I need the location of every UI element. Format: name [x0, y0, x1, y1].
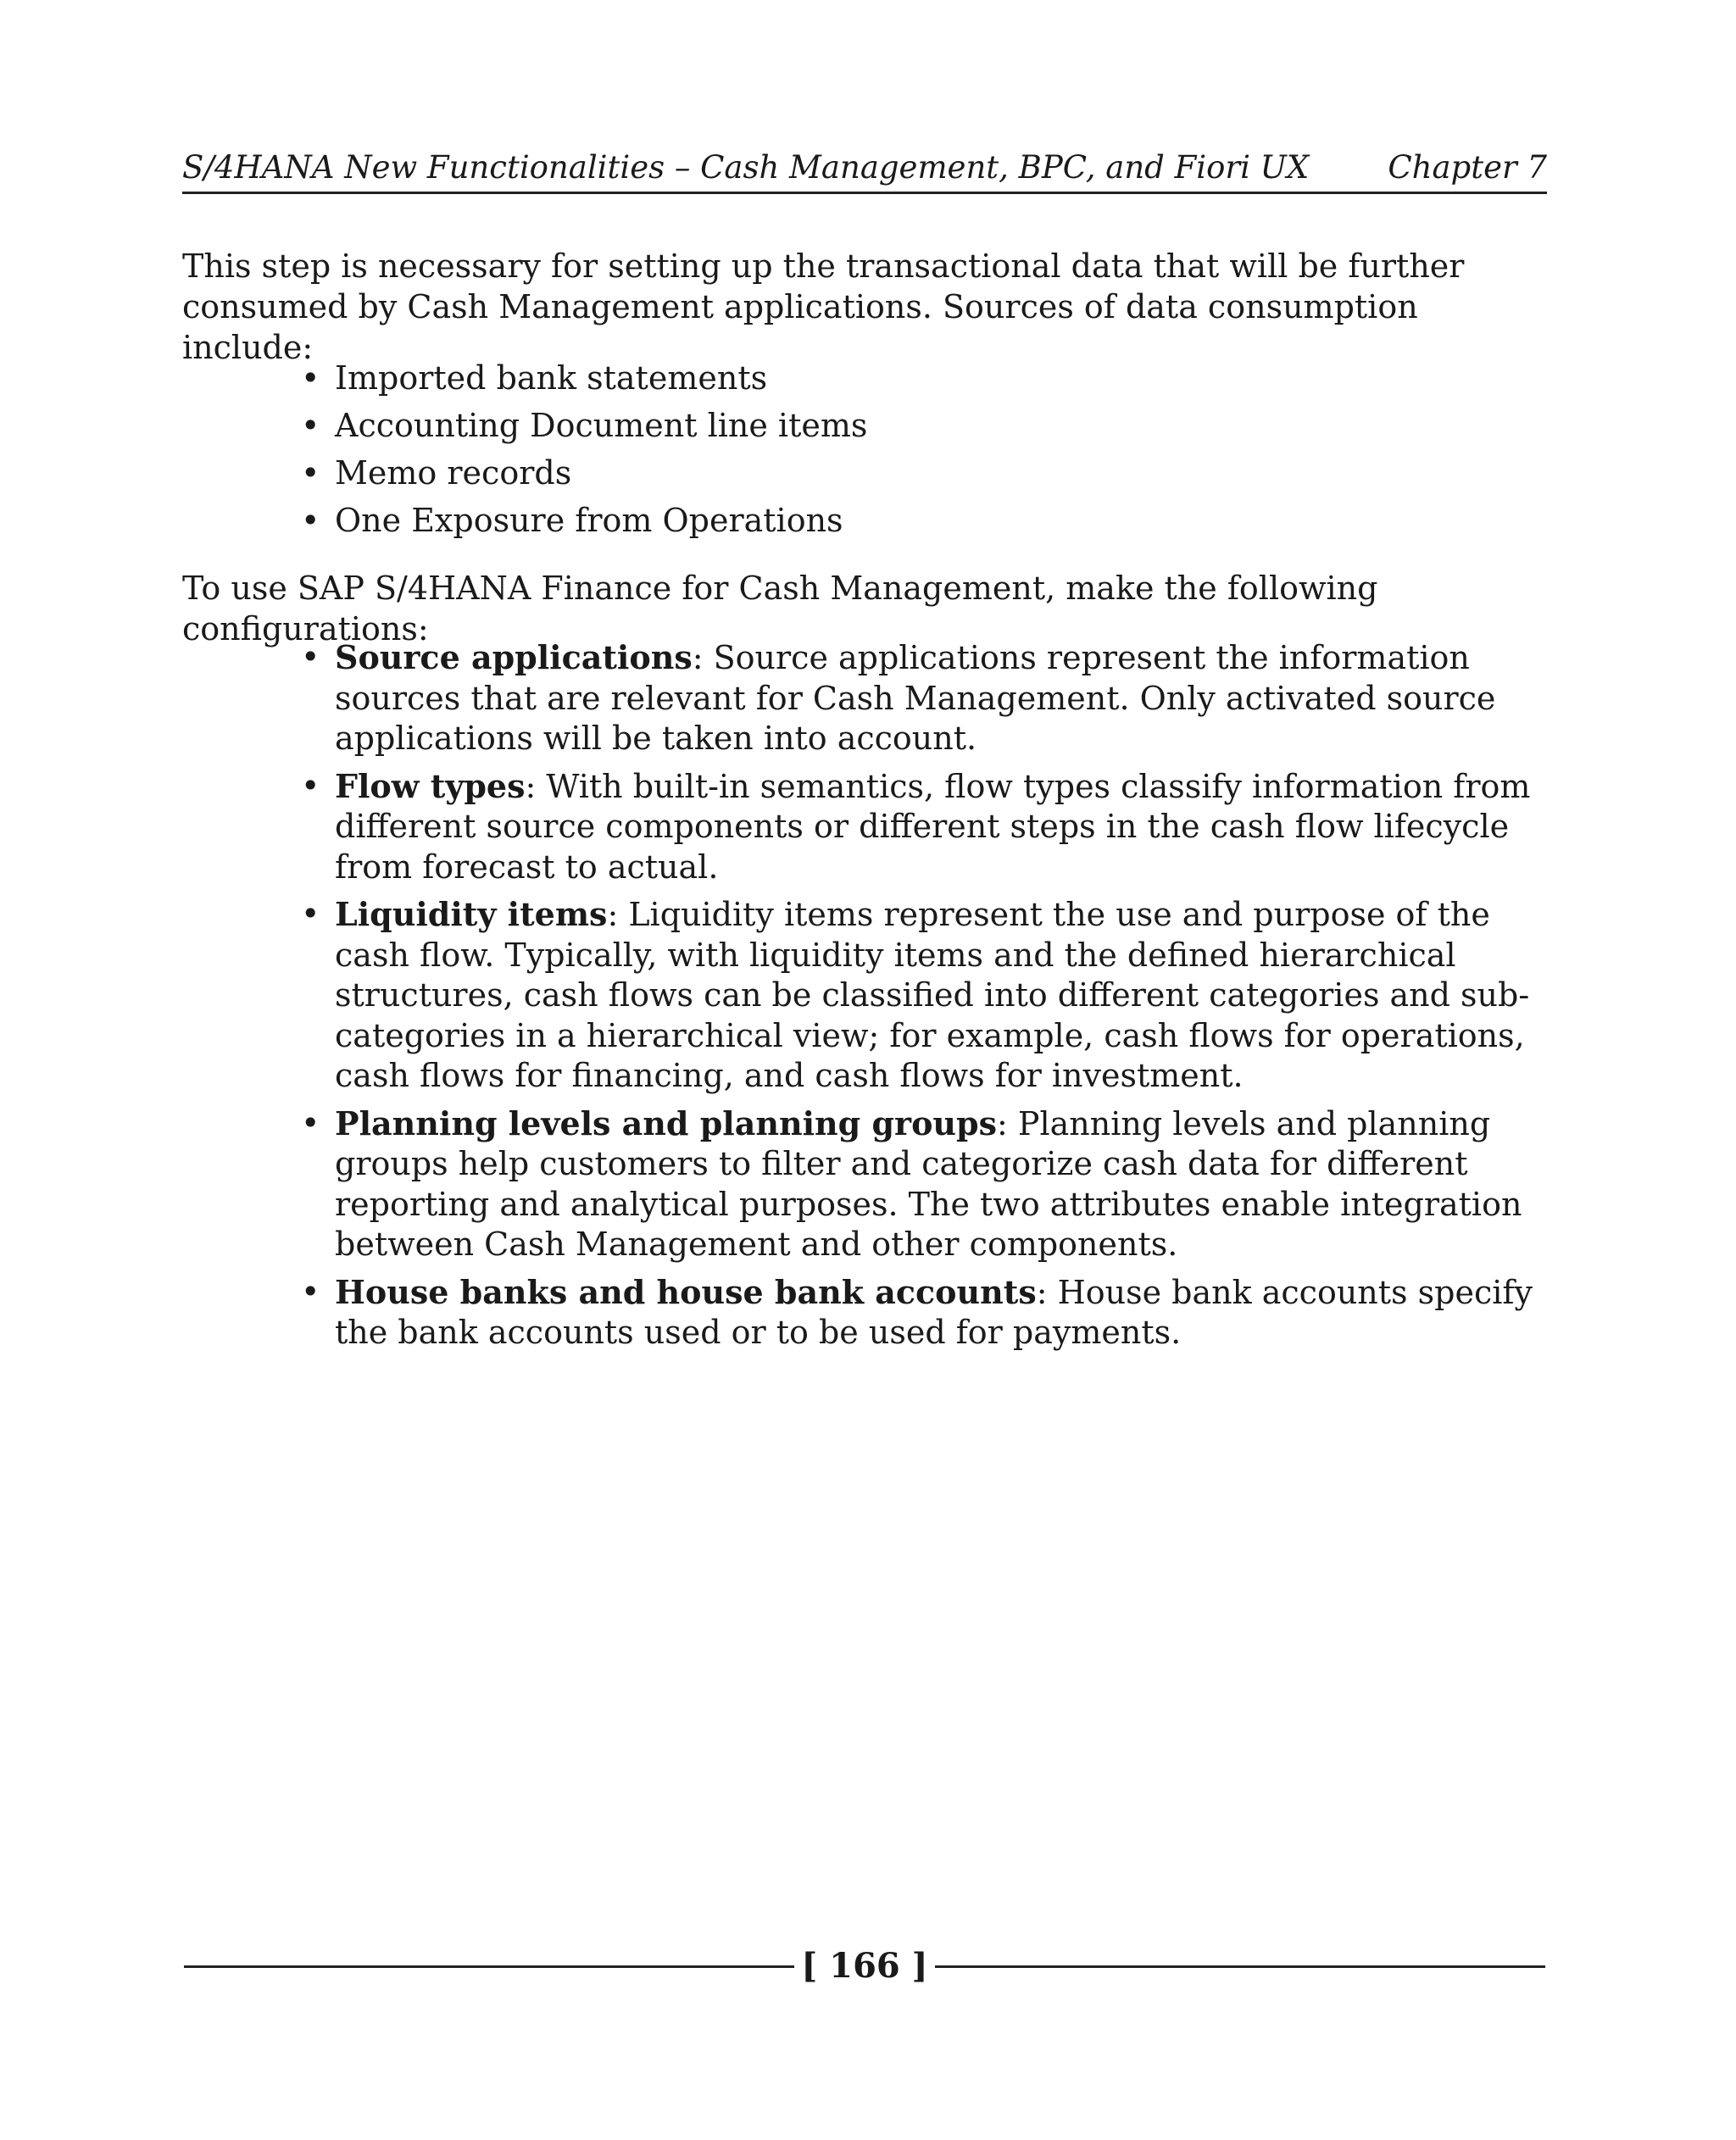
- bullet-icon: •: [301, 502, 320, 539]
- list-item: [301, 894, 1555, 1097]
- list-item: [301, 766, 1555, 888]
- bullet-icon: •: [301, 407, 320, 444]
- bullet-icon: •: [301, 359, 320, 397]
- item-description: : Source applications represent the information sources that are relevant for Cash Management. Only activated source applications will be taken into account.: [335, 639, 1496, 757]
- list-item: [301, 354, 1555, 402]
- list-item-text: Imported bank statements: [335, 359, 768, 397]
- list-item: [301, 1103, 1555, 1265]
- list-item-text: Accounting Document line items: [335, 407, 868, 444]
- list-item: [301, 637, 1555, 759]
- bullet-icon: •: [301, 638, 320, 675]
- item-term: Flow types: [335, 766, 526, 805]
- header-chapter: Chapter 7: [1388, 149, 1547, 186]
- list-item: [301, 1272, 1555, 1353]
- item-term: Source applications: [335, 638, 693, 676]
- list-item-text: Memo records: [335, 454, 572, 492]
- list-item: [301, 402, 1555, 449]
- page-footer: [182, 1941, 1547, 1992]
- footer-rule-right: [935, 1965, 1545, 1968]
- item-description: : With built-in semantics, flow types classify information from different source components or different steps in the cash flow lifecycle from forecast to actual.: [335, 767, 1531, 886]
- data-sources-list: [301, 354, 1555, 544]
- config-paragraph: To use SAP S/4HANA Finance for Cash Management, make the following configurations:: [182, 570, 1378, 648]
- bullet-icon: •: [301, 1272, 320, 1310]
- bullet-icon: •: [301, 895, 320, 932]
- page-number: [ 166 ]: [801, 1946, 928, 1986]
- item-description: : Planning levels and planning groups help customers to filter and categorize cash data for different reporting and analytical purposes. The two attributes enable integration between Cash Management and other components.: [335, 1104, 1522, 1263]
- header-title: S/4HANA New Functionalities – Cash Management, BPC, and Fiori UX: [182, 149, 1310, 186]
- bullet-icon: •: [301, 1103, 320, 1142]
- item-description: : Liquidity items represent the use and purpose of the cash flow. Typically, with liquidity items and the defined hierarchical structures, cash flows can be classified into different categories and sub-categories in a hierarchical view; for example, cash flows for operations, cash flows for financing, and cash flows for investment.: [335, 896, 1530, 1094]
- item-term: Liquidity items: [335, 895, 608, 933]
- item-description: : House bank accounts specify the bank accounts used or to be used for payments.: [335, 1273, 1533, 1351]
- list-item: [301, 449, 1555, 497]
- bullet-icon: •: [301, 766, 320, 804]
- running-header: [182, 144, 1547, 194]
- configuration-list: [301, 637, 1555, 1360]
- list-item-text: One Exposure from Operations: [335, 502, 843, 539]
- item-term: Planning levels and planning groups: [335, 1103, 998, 1142]
- intro-paragraph: This step is necessary for setting up the transactional data that will be further consumed by Cash Management applications. Sources of data consumption include:: [182, 247, 1465, 366]
- item-term: House banks and house bank accounts: [335, 1272, 1037, 1311]
- list-item: [301, 497, 1555, 544]
- bullet-icon: •: [301, 454, 320, 492]
